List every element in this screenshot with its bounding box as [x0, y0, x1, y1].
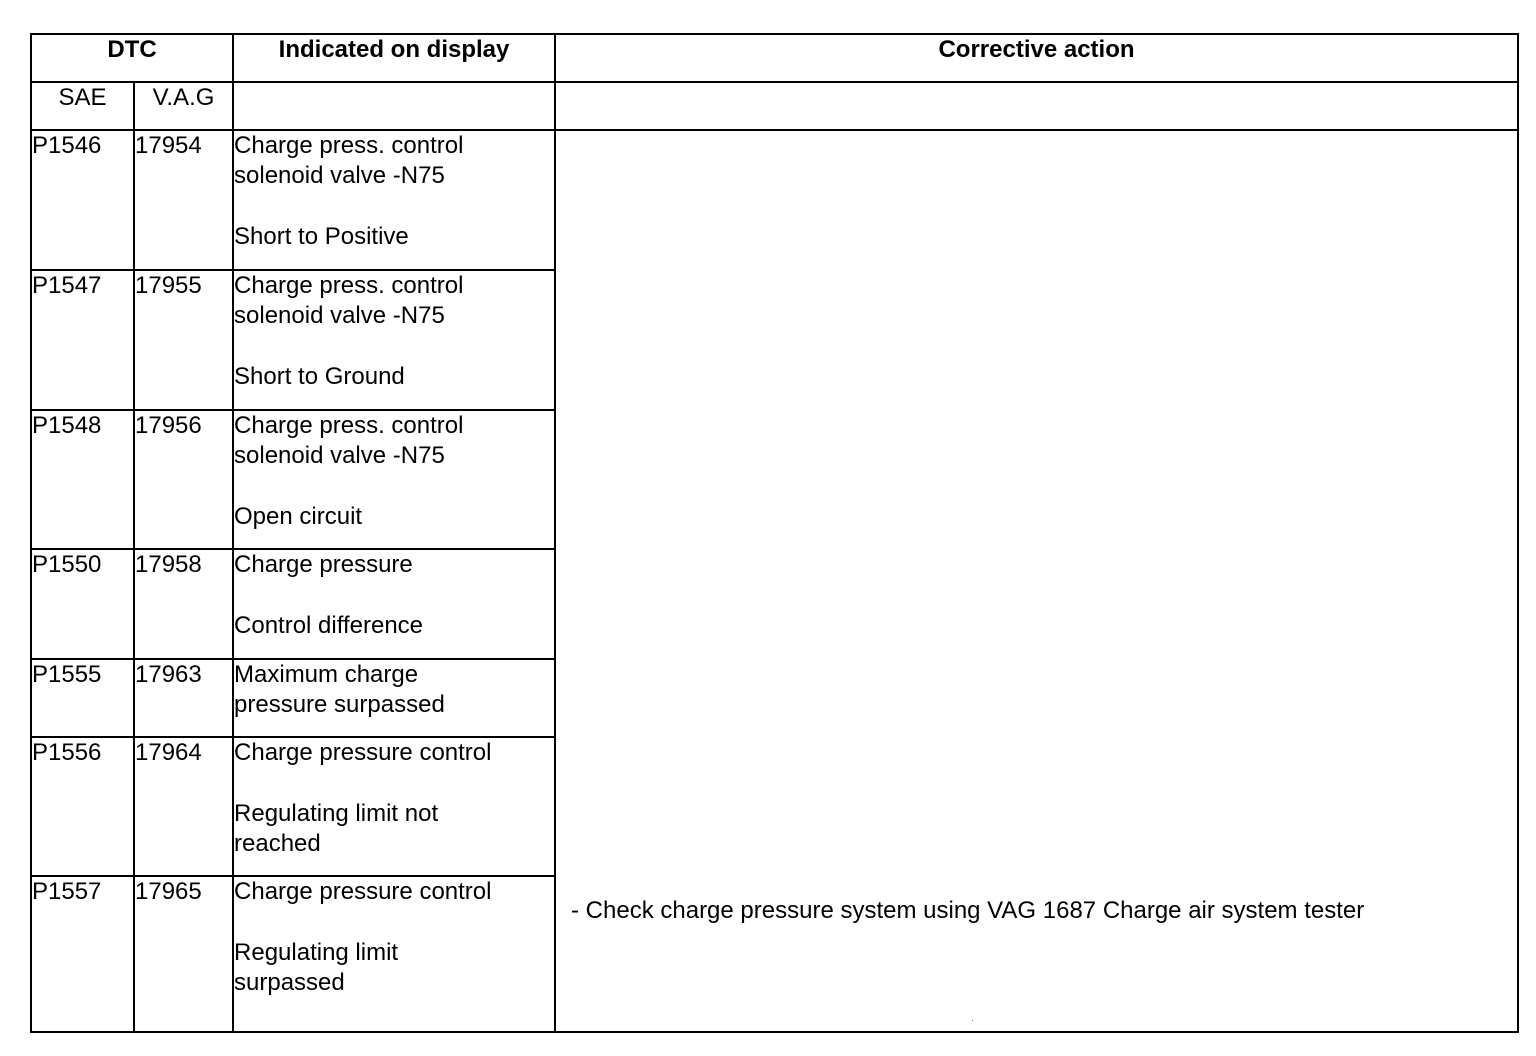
- display-text: [233, 410, 555, 549]
- header-dtc: DTC: [31, 34, 233, 82]
- display-text: [233, 270, 555, 410]
- vag-code: 17956: [134, 410, 233, 549]
- table-row: [31, 130, 1518, 270]
- subheader-action: [555, 82, 1518, 130]
- subheader-sae: SAE: [31, 82, 134, 130]
- display-text: [233, 876, 555, 1032]
- fault-type: Short to Ground: [234, 363, 405, 390]
- header-row: [31, 34, 1518, 82]
- fault-type: Open circuit: [234, 503, 363, 530]
- sae-code: P1548: [31, 410, 134, 549]
- vag-code: 17954: [134, 130, 233, 270]
- fault-component: Maximum charge pressure surpassed: [234, 661, 445, 718]
- fault-component: Charge pressure: [234, 551, 413, 578]
- fault-component: Charge pressure control: [234, 739, 492, 766]
- corrective-action-cell: [555, 130, 1518, 1032]
- vag-code: 17965: [134, 876, 233, 1032]
- sae-code: P1547: [31, 270, 134, 410]
- fault-type: Control difference: [234, 612, 424, 639]
- fault-type: Short to Positive: [234, 223, 409, 250]
- header-corrective-action: Corrective action: [555, 34, 1518, 82]
- corrective-action-text: - Check charge pressure system using VAG 1687 Charge air system tester: [571, 897, 1365, 924]
- subheader-row: [31, 82, 1518, 130]
- vag-code: 17963: [134, 659, 233, 737]
- sae-code: P1557: [31, 876, 134, 1032]
- vag-code: 17964: [134, 737, 233, 876]
- scan-speck: [972, 1020, 973, 1021]
- subheader-vag: V.A.G: [134, 82, 233, 130]
- display-text: [233, 737, 555, 876]
- sae-code: P1555: [31, 659, 134, 737]
- display-text: [233, 130, 555, 270]
- dtc-table: [30, 33, 1519, 1033]
- vag-code: 17958: [134, 549, 233, 659]
- fault-type: Regulating limit not reached: [234, 800, 439, 857]
- fault-component: Charge press. control solenoid valve -N75: [234, 272, 464, 329]
- fault-component: Charge press. control solenoid valve -N75: [234, 132, 464, 189]
- sae-code: P1550: [31, 549, 134, 659]
- display-text: [233, 659, 555, 737]
- header-indicated-on-display: Indicated on display: [233, 34, 555, 82]
- sae-code: P1546: [31, 130, 134, 270]
- display-text: [233, 549, 555, 659]
- fault-component: Charge pressure control: [234, 878, 492, 905]
- fault-component: Charge press. control solenoid valve -N75: [234, 412, 464, 469]
- vag-code: 17955: [134, 270, 233, 410]
- sae-code: P1556: [31, 737, 134, 876]
- subheader-display: [233, 82, 555, 130]
- fault-type: Regulating limit surpassed: [234, 939, 399, 996]
